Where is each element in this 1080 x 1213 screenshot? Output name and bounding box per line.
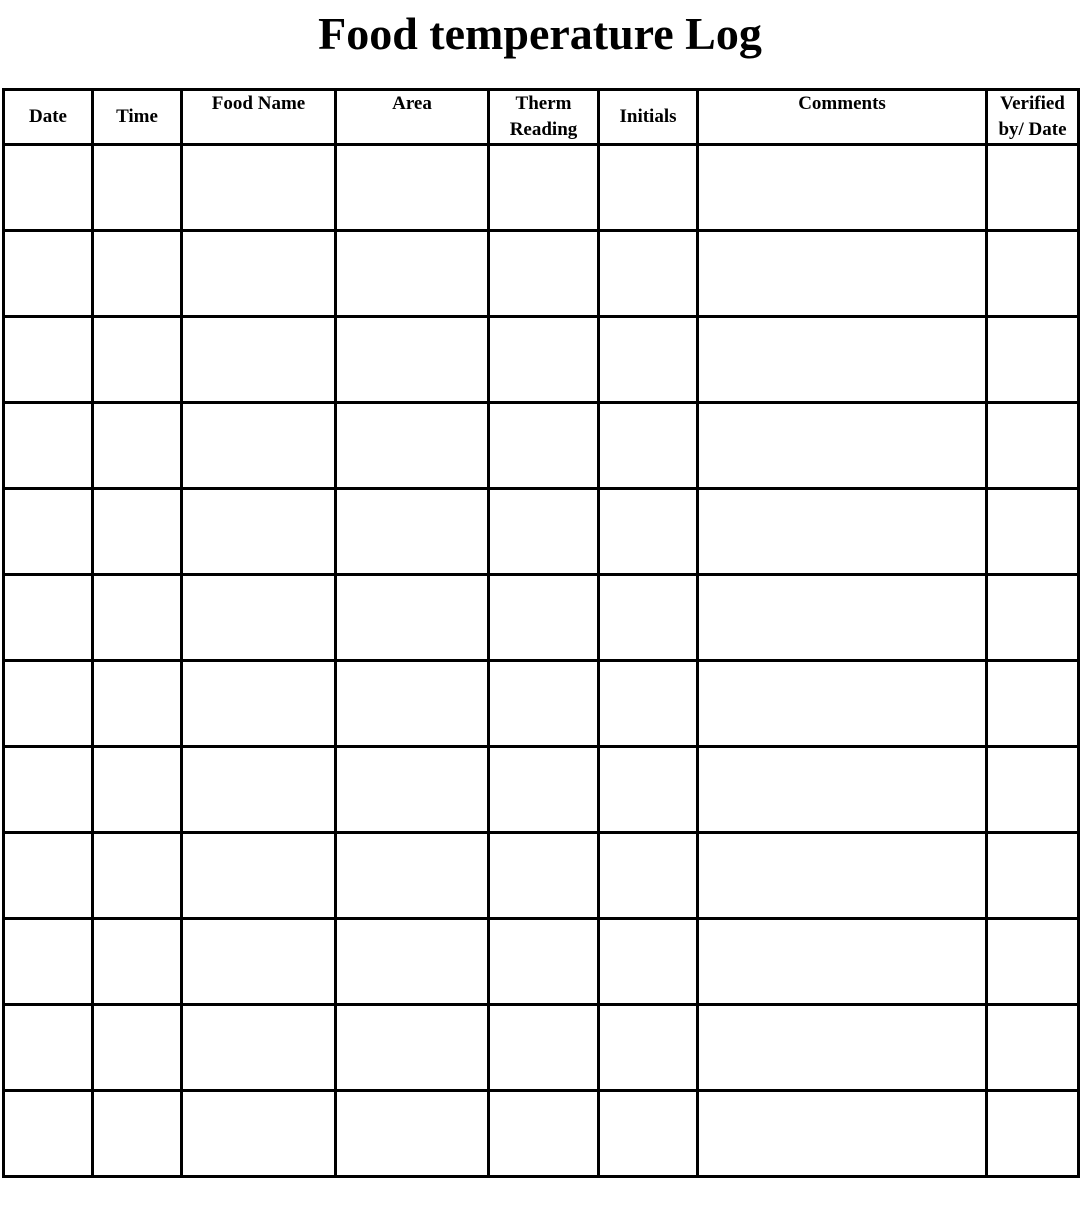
column-header-label: Time xyxy=(116,106,158,127)
log-cell[interactable] xyxy=(182,489,336,575)
table-row xyxy=(4,1091,1079,1177)
log-cell[interactable] xyxy=(93,1091,182,1177)
log-cell[interactable] xyxy=(698,145,987,231)
column-header xyxy=(698,90,987,145)
log-cell[interactable] xyxy=(489,919,599,1005)
log-cell[interactable] xyxy=(93,403,182,489)
log-cell[interactable] xyxy=(182,919,336,1005)
log-cell[interactable] xyxy=(698,231,987,317)
column-header xyxy=(599,90,698,145)
column-header xyxy=(93,90,182,145)
table-row xyxy=(4,145,1079,231)
column-header xyxy=(4,90,93,145)
table-row xyxy=(4,833,1079,919)
log-cell[interactable] xyxy=(698,747,987,833)
log-cell[interactable] xyxy=(698,919,987,1005)
log-cell[interactable] xyxy=(182,145,336,231)
log-cell[interactable] xyxy=(336,1091,489,1177)
column-header-label: Area xyxy=(392,93,432,114)
header-row xyxy=(4,90,1079,145)
log-cell[interactable] xyxy=(182,575,336,661)
table-row xyxy=(4,317,1079,403)
column-header xyxy=(489,90,599,145)
log-cell[interactable] xyxy=(4,747,93,833)
log-cell[interactable] xyxy=(987,575,1079,661)
log-cell[interactable] xyxy=(182,317,336,403)
log-cell[interactable] xyxy=(698,661,987,747)
log-cell[interactable] xyxy=(182,1005,336,1091)
log-cell[interactable] xyxy=(336,833,489,919)
table-row xyxy=(4,1005,1079,1091)
log-cell[interactable] xyxy=(182,403,336,489)
table-row xyxy=(4,403,1079,489)
column-header-label: Initials xyxy=(619,106,677,127)
table-row xyxy=(4,919,1079,1005)
log-cell[interactable] xyxy=(4,489,93,575)
log-cell[interactable] xyxy=(987,1091,1079,1177)
log-cell[interactable] xyxy=(599,919,698,1005)
log-cell[interactable] xyxy=(489,833,599,919)
log-cell[interactable] xyxy=(4,833,93,919)
log-cell[interactable] xyxy=(4,919,93,1005)
log-cell[interactable] xyxy=(93,833,182,919)
log-cell[interactable] xyxy=(599,403,698,489)
log-cell[interactable] xyxy=(599,747,698,833)
log-cell[interactable] xyxy=(336,661,489,747)
log-cell[interactable] xyxy=(336,489,489,575)
page-title: Food temperature Log xyxy=(318,8,762,59)
log-cell[interactable] xyxy=(4,231,93,317)
log-cell[interactable] xyxy=(698,489,987,575)
log-cell[interactable] xyxy=(336,575,489,661)
log-cell[interactable] xyxy=(182,833,336,919)
log-cell[interactable] xyxy=(599,575,698,661)
log-cell[interactable] xyxy=(489,145,599,231)
log-cell[interactable] xyxy=(698,1005,987,1091)
log-cell[interactable] xyxy=(987,1005,1079,1091)
log-cell[interactable] xyxy=(698,833,987,919)
log-cell[interactable] xyxy=(93,661,182,747)
log-cell[interactable] xyxy=(698,575,987,661)
log-cell[interactable] xyxy=(4,145,93,231)
table-row xyxy=(4,747,1079,833)
table-row xyxy=(4,231,1079,317)
log-cell[interactable] xyxy=(987,403,1079,489)
log-cell[interactable] xyxy=(182,231,336,317)
log-cell[interactable] xyxy=(489,747,599,833)
log-cell[interactable] xyxy=(599,145,698,231)
column-header-label: by/ Date xyxy=(998,119,1067,140)
log-cell[interactable] xyxy=(987,145,1079,231)
log-cell[interactable] xyxy=(182,661,336,747)
log-cell[interactable] xyxy=(987,919,1079,1005)
log-cell[interactable] xyxy=(182,747,336,833)
log-cell[interactable] xyxy=(336,1005,489,1091)
log-cell[interactable] xyxy=(93,489,182,575)
log-cell[interactable] xyxy=(336,317,489,403)
log-cell[interactable] xyxy=(93,747,182,833)
log-cell[interactable] xyxy=(489,1091,599,1177)
log-cell[interactable] xyxy=(4,317,93,403)
log-cell[interactable] xyxy=(987,317,1079,403)
log-cell[interactable] xyxy=(599,489,698,575)
log-cell[interactable] xyxy=(987,661,1079,747)
log-cell[interactable] xyxy=(698,317,987,403)
table-row xyxy=(4,489,1079,575)
log-cell[interactable] xyxy=(489,575,599,661)
log-cell[interactable] xyxy=(336,231,489,317)
log-cell[interactable] xyxy=(93,317,182,403)
log-cell[interactable] xyxy=(4,575,93,661)
log-cell[interactable] xyxy=(599,1005,698,1091)
temperature-log-table xyxy=(2,88,1080,1178)
log-cell[interactable] xyxy=(599,1091,698,1177)
log-cell[interactable] xyxy=(93,919,182,1005)
log-cell[interactable] xyxy=(4,1005,93,1091)
log-cell[interactable] xyxy=(336,747,489,833)
table-row xyxy=(4,575,1079,661)
column-header xyxy=(336,90,489,145)
log-cell[interactable] xyxy=(599,833,698,919)
log-cell[interactable] xyxy=(987,489,1079,575)
log-cell[interactable] xyxy=(489,1005,599,1091)
log-cell[interactable] xyxy=(987,747,1079,833)
column-header xyxy=(987,90,1079,145)
log-cell[interactable] xyxy=(489,317,599,403)
log-cell[interactable] xyxy=(489,231,599,317)
log-cell[interactable] xyxy=(599,231,698,317)
column-header-label: Comments xyxy=(798,93,886,114)
log-cell[interactable] xyxy=(987,231,1079,317)
log-cell[interactable] xyxy=(489,489,599,575)
log-cell[interactable] xyxy=(93,1005,182,1091)
log-cell[interactable] xyxy=(987,833,1079,919)
column-header-label: Date xyxy=(29,106,67,127)
table-row xyxy=(4,661,1079,747)
log-body xyxy=(4,145,1079,1177)
log-cell[interactable] xyxy=(336,145,489,231)
log-cell[interactable] xyxy=(698,403,987,489)
log-cell[interactable] xyxy=(489,403,599,489)
column-header-label: Therm xyxy=(515,93,572,114)
column-header xyxy=(182,90,336,145)
log-cell[interactable] xyxy=(599,317,698,403)
log-cell[interactable] xyxy=(4,661,93,747)
column-header-label: Food Name xyxy=(211,93,306,114)
log-cell[interactable] xyxy=(93,231,182,317)
log-cell[interactable] xyxy=(93,145,182,231)
log-cell[interactable] xyxy=(336,403,489,489)
log-cell[interactable] xyxy=(182,1091,336,1177)
log-cell[interactable] xyxy=(698,1091,987,1177)
log-cell[interactable] xyxy=(4,1091,93,1177)
log-cell[interactable] xyxy=(489,661,599,747)
column-header-label: Verified xyxy=(1000,93,1065,114)
log-cell[interactable] xyxy=(336,919,489,1005)
log-cell[interactable] xyxy=(93,575,182,661)
log-cell[interactable] xyxy=(599,661,698,747)
column-header-label: Reading xyxy=(509,119,578,140)
log-cell[interactable] xyxy=(4,403,93,489)
